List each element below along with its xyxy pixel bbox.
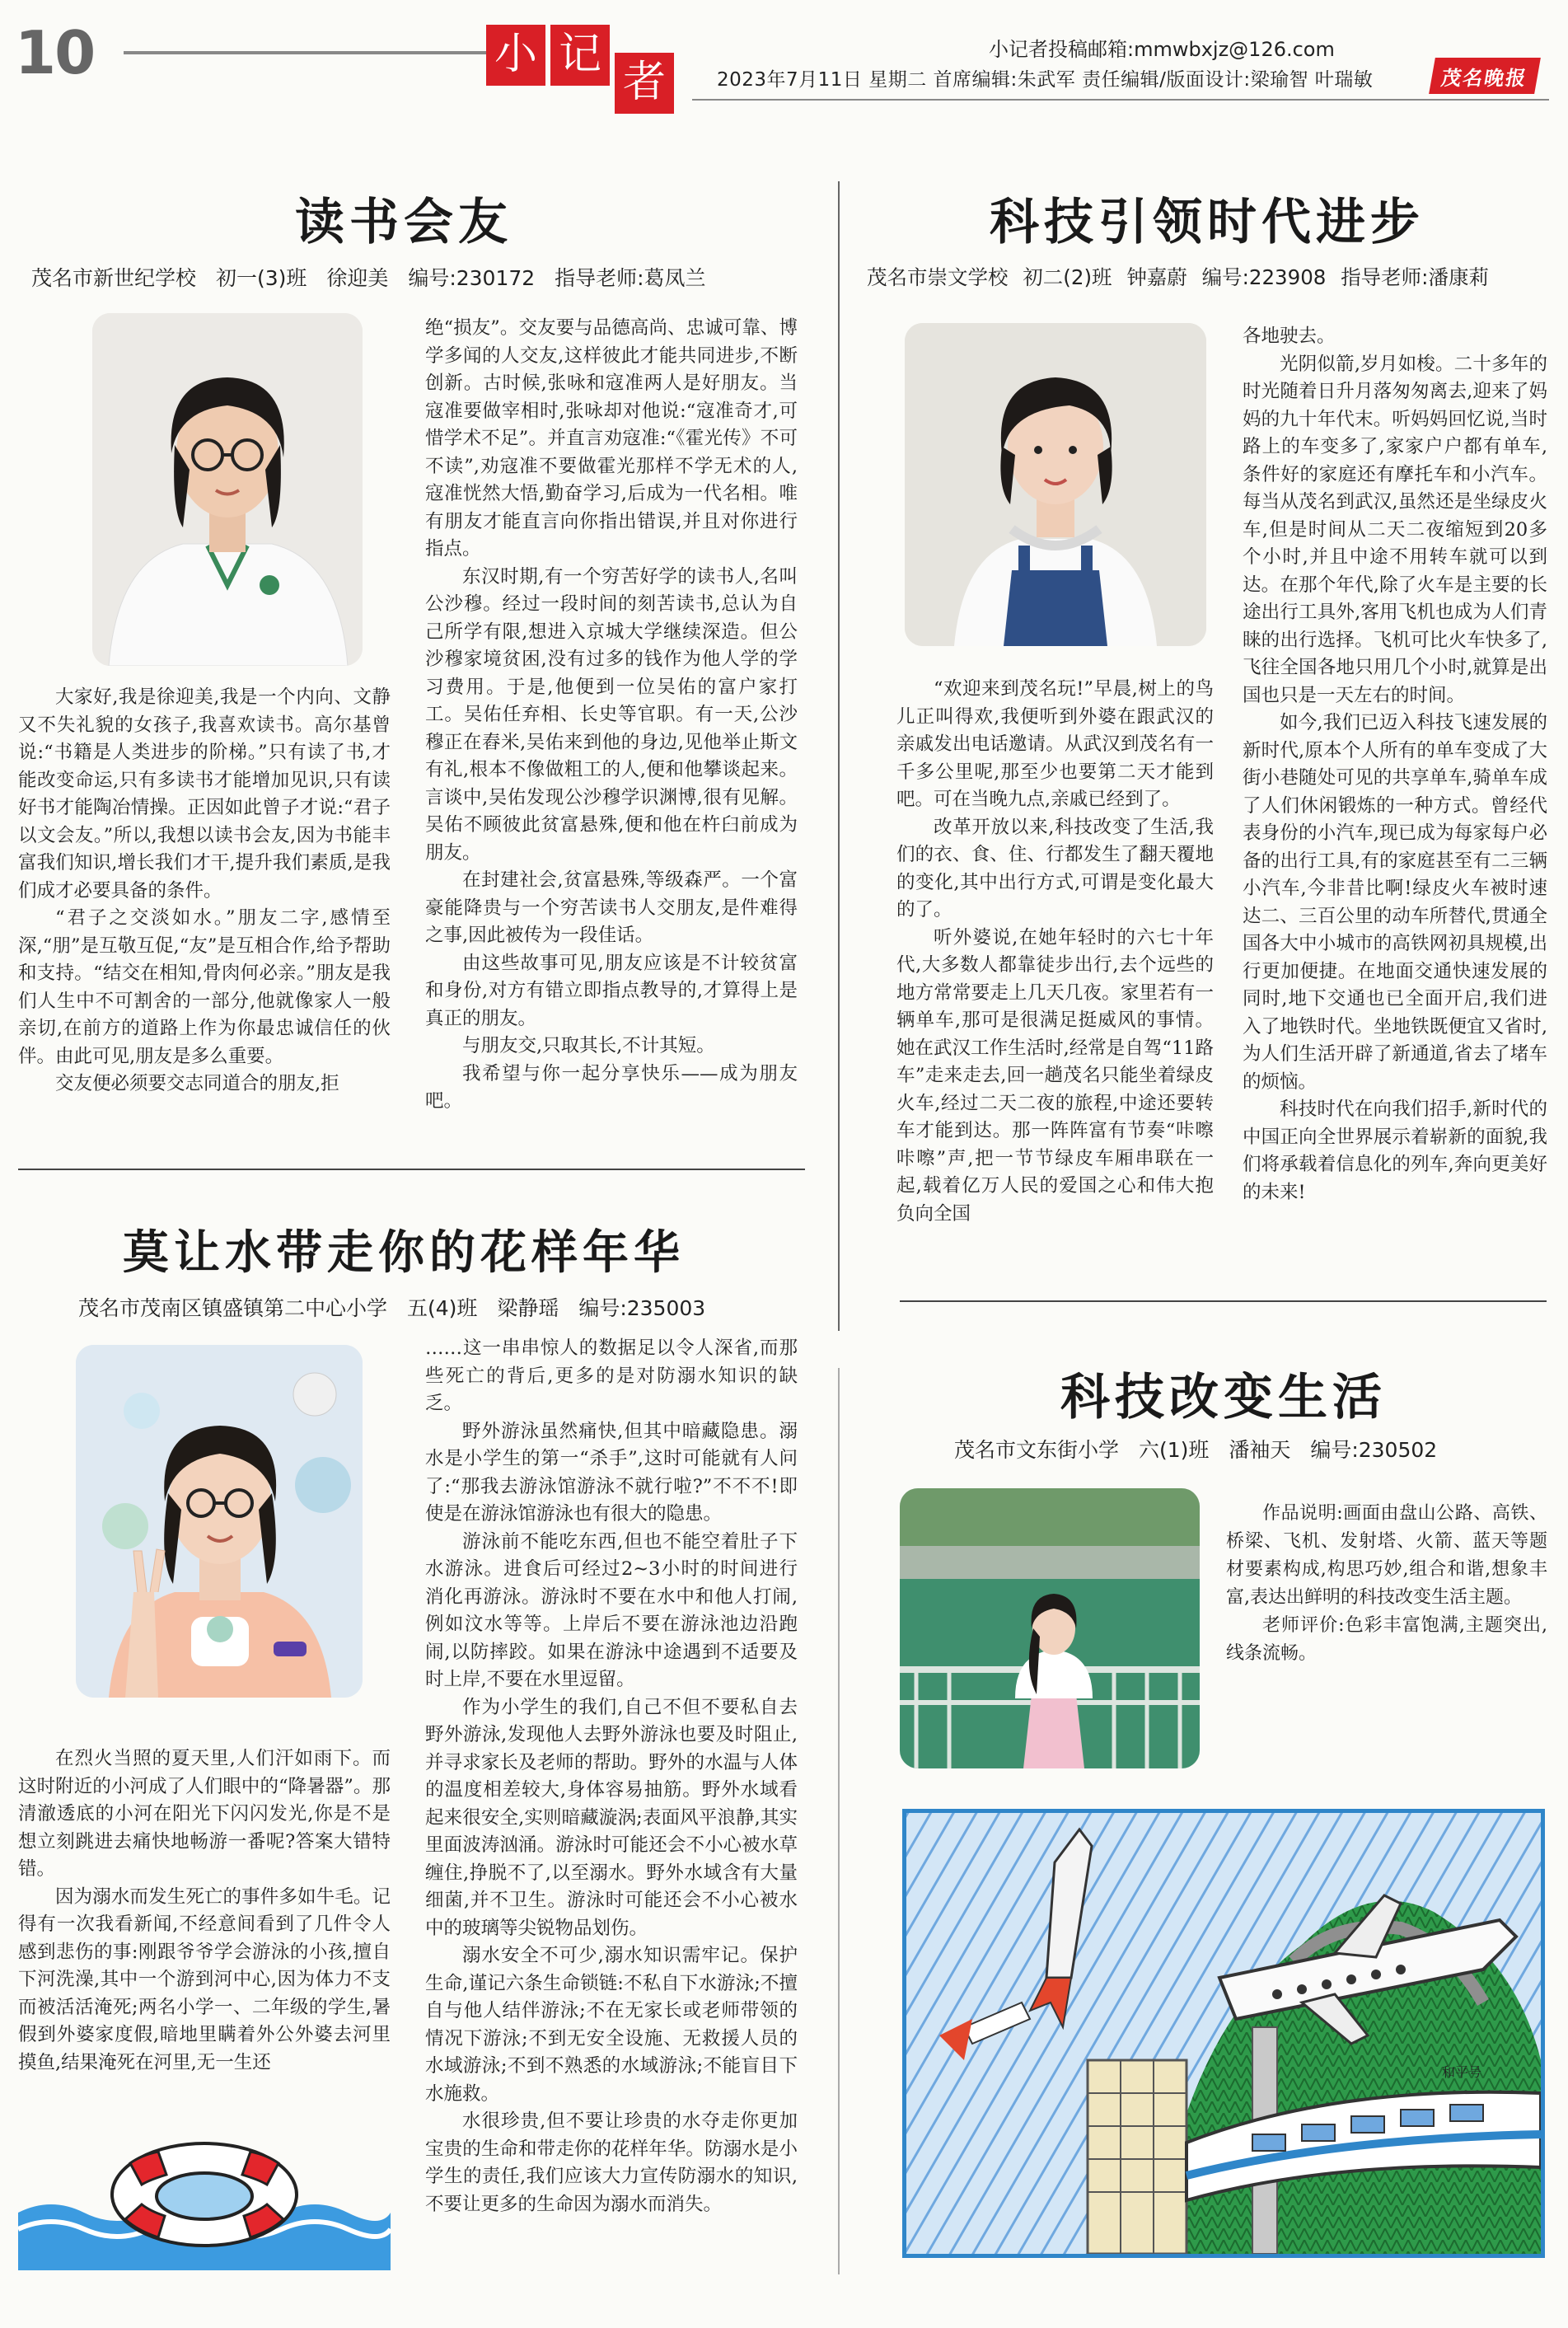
paragraph: 科技时代在向我们招手,新时代的中国正向全世界展示着崭新的面貌,我们将承载着信息化的列车,奔向更美好的未来! xyxy=(1243,1098,1547,1203)
author-name: 徐迎美 xyxy=(326,266,389,290)
header-rule-right xyxy=(692,99,1549,101)
article-body-col2 xyxy=(425,1335,798,2218)
column-name-char-2: 记 xyxy=(550,25,610,86)
paragraph: 野外游泳虽然痛快,但其中暗藏隐患。溺水是小学生的第一“杀手”,这时可能就有人问了:“那我去游泳馆游泳不就行啦?”不不不!即使是在游泳馆游泳也有很大的隐患。 xyxy=(425,1420,798,1525)
paragraph: ……这一串串惊人的数据足以令人深省,而那些死亡的背后,更多的是对防溺水知识的缺乏。 xyxy=(425,1337,798,1414)
newspaper-logo: 茂名晚报 xyxy=(1429,58,1541,94)
paragraph: 交友便必须要交志同道合的朋友,拒 xyxy=(55,1073,339,1094)
paragraph: 与朋友交,只取其长,不计其短。 xyxy=(462,1035,715,1056)
paragraph: 由这些故事可见,朋友应该是不计较贫富和身份,对方有错立即指点教导的,才算得上是真正的朋友。 xyxy=(425,952,798,1029)
article-byline xyxy=(954,1434,1450,1464)
class-name: 六(1)班 xyxy=(1138,1438,1210,1462)
school-name: 茂名市新世纪学校 xyxy=(31,266,197,290)
article-title: 读书会友 xyxy=(295,194,513,251)
life-buoy-illustration xyxy=(18,2122,391,2270)
teacher-comment: 老师评价:色彩丰富饱满,主题突出,线条流畅。 xyxy=(1226,1615,1547,1664)
section-divider xyxy=(18,1169,805,1170)
paragraph: “君子之交淡如水。”朋友二字,感情至深,“朋”是互敬互促,“友”是互相合作,给予帮助和支持。“结交在相知,骨肉何必亲。”朋友是我们人生中不可割舍的一部分,他就像家人一般亲切,在前方的道路上作为你最忠诚信任的伙伴。由此可见,朋友是多么重要。 xyxy=(18,907,391,1067)
article-byline xyxy=(78,1292,718,1322)
author-photo xyxy=(92,313,363,666)
article-number: 编号:230172 xyxy=(408,266,536,290)
paragraph: 如今,我们已迈入科技飞速发展的新时代,原本个人所有的单车变成了大街小巷随处可见的共享单车,骑单车成了人们休闲锻炼的一种方式。曾经代表身份的小汽车,现已成为每家每户必备的出行工具,有的家庭甚至有二三辆小汽车,今非昔比啊!绿皮火车被时速达二、三百公里的动车所替代,贯通全国各大中小城市的高铁网初具规模,出行更加便捷。在地面交通快速发展的同时,地下交通也已全面开启,我们进入了地铁时代。坐地铁既便宜又省时,为人们生活开辟了新通道,省去了堵车的烦恼。 xyxy=(1243,712,1547,1093)
column-name-char-1: 小 xyxy=(486,25,545,86)
page-number: 10 xyxy=(15,18,95,87)
article-title: 科技改变生活 xyxy=(1060,1369,1387,1426)
header-rule-left xyxy=(124,51,486,54)
artwork-caption xyxy=(1226,1500,1547,1668)
drawing-label: 和平号 xyxy=(1442,2064,1482,2080)
article-number: 编号:223908 xyxy=(1201,265,1327,289)
portrait-girl-by-lake xyxy=(900,1488,1200,1768)
article-title: 科技引领时代进步 xyxy=(990,194,1425,251)
author-photo xyxy=(905,323,1206,646)
article-body-col1 xyxy=(18,1745,391,2077)
school-name: 茂名市文东街小学 xyxy=(954,1438,1120,1462)
paragraph: 在烈火当照的夏天里,人们汗如雨下。而这时附近的小河成了人们眼中的“降暑器”。那清澈透底的小河在阳光下闪闪发光,你是不是想立刻跳进去痛快地畅游一番呢?答案大错特错。 xyxy=(18,1748,391,1880)
class-name: 初一(3)班 xyxy=(215,266,307,290)
school-name: 茂名市崇文学校 xyxy=(867,265,1009,289)
class-name: 五(4)班 xyxy=(406,1296,478,1320)
article-byline xyxy=(31,262,719,292)
portrait-girl-peace-sign xyxy=(76,1345,363,1698)
column-name-char-3: 者 xyxy=(615,53,674,114)
author-photo xyxy=(76,1345,363,1698)
portrait-girl-glasses xyxy=(92,313,363,666)
paragraph: 作为小学生的我们,自己不但不要私自去野外游泳,发现他人去野外游泳也要及时阻止,并寻求家长及老师的帮助。野外的水温与人体的温度相差较大,身体容易抽筋。野外水域看起来很安全,实则暗藏漩涡;表面风平浪静,其实里面波涛汹涌。游泳时可能还会不小心被水草缠住,挣脱不了,以至溺水。野外水域含有大量细菌,并不卫生。游泳时可能还会不小心被水中的玻璃等尖锐物品划伤。 xyxy=(425,1696,798,1939)
author-name: 钟嘉蔚 xyxy=(1126,265,1187,289)
article-body-col1 xyxy=(18,684,391,1098)
column-divider-top xyxy=(838,181,840,1331)
author-name: 梁静瑶 xyxy=(497,1296,559,1320)
article-number: 编号:230502 xyxy=(1310,1438,1438,1462)
paragraph: 听外婆说,在她年轻时的六七十年代,大多数人都靠徒步出行,去个远些的地方常常要走上几天几夜。家里若有一辆单车,那可是很满足挺威风的事情。她在武汉工作生活时,经常是自驾“11路车”走来走去,回一趟茂名只能坐着绿皮火车,经过二天二夜的旅程,中途还要转车才能到达。那一阵阵富有节奏“咔嚓咔嚓”声,把一节节绿皮车厢串联在一起,载着亿万人民的爱国之心和伟大抱负向全国 xyxy=(896,926,1214,1225)
life-buoy-icon xyxy=(18,2122,391,2270)
article-byline xyxy=(867,262,1489,291)
article-body-col2 xyxy=(1243,323,1547,1206)
article-body-col2 xyxy=(425,315,798,1116)
column-divider-bottom xyxy=(838,1368,840,2274)
dateline: 2023年7月11日 星期二 首席编辑:朱武军 责任编辑/版面设计:梁瑜智 叶瑞敏 xyxy=(717,69,1374,91)
paragraph: 水很珍贵,但不要让珍贵的水夺走你更加宝贵的生命和带走你的花样年华。防溺水是小学生的责任,我们应该大力宣传防溺水的知识,不要让更多的生命因为溺水而消失。 xyxy=(425,2110,798,2215)
artwork-description: 作品说明:画面由盘山公路、高铁、桥梁、飞机、发射塔、火箭、蓝天等题材要素构成,构思巧妙,组合和谐,想象丰富,表达出鲜明的科技改变生活主题。 xyxy=(1226,1503,1547,1608)
paragraph: 改革开放以来,科技改变了生活,我们的衣、食、住、行都发生了翻天覆地的变化,其中出行方式,可谓是变化最大的了。 xyxy=(896,816,1214,920)
portrait-girl-overalls xyxy=(905,323,1206,646)
paragraph: 我希望与你一起分享快乐——成为朋友吧。 xyxy=(425,1062,798,1112)
author-photo xyxy=(900,1488,1200,1768)
school-name: 茂名市茂南区镇盛镇第二中心小学 xyxy=(78,1296,388,1320)
paragraph: 绝“损友”。交友要与品德高尚、忠诚可靠、博学多闻的人交友,这样彼此才能共同进步,不断创新。古时候,张咏和寇准两人是好朋友。当寇准要做宰相时,张咏却对他说:“寇准奇才,可惜学术不足”。并直言劝寇准:“《霍光传》不可不读”,劝寇准不要做霍光那样不学无术的人,寇准恍然大悟,勤奋学习,后成为一代名相。唯有朋友才能直言向你指出错误,并且对你进行指点。 xyxy=(425,317,798,560)
article-number: 编号:235003 xyxy=(578,1296,706,1320)
article-title: 莫让水带走你的花样年华 xyxy=(123,1226,685,1280)
submission-email: 小记者投稿邮箱:mmwbxjz@126.com xyxy=(989,38,1335,61)
teacher-name: 指导老师:葛凤兰 xyxy=(555,266,706,290)
paragraph: 光阴似箭,岁月如梭。二十多年的时光随着日升月落匆匆离去,迎来了妈妈的九十年代末。听妈妈回忆说,当时路上的车变多了,家家户户都有单车,条件好的家庭还有摩托车和小汽车。每当从茂名到武汉,虽然还是坐绿皮火车,但是时间从二天二夜缩短到20多个小时,并且中途不用转车就可以到达。在那个年代,除了火车是主要的长途出行工具外,客用飞机也成为人们青睐的出行选择。飞机可比火车快多了,飞往全国各地只用几个小时,就算是出国也只是一天左右的时间。 xyxy=(1243,353,1547,706)
student-artwork xyxy=(902,1809,1545,2258)
class-name: 初二(2)班 xyxy=(1023,265,1112,289)
column-name xyxy=(486,25,679,107)
paragraph: 游泳前不能吃东西,但也不能空着肚子下水游泳。进食后可经过2~3小时的时间进行消化再游泳。游泳时不要在水中和他人打闹,例如汶水等等。上岸后不要在游泳池边沿跑闹,以防摔跤。如果在游泳中途遇到不适要及时上岸,不要在水里逗留。 xyxy=(425,1530,798,1690)
section-divider xyxy=(900,1300,1547,1302)
author-name: 潘袖天 xyxy=(1229,1438,1291,1462)
paragraph: 溺水安全不可少,溺水知识需牢记。保护生命,谨记六条生命锁链:不私自下水游泳;不擅自与他人结伴游泳;不在无家长或老师带领的情况下游泳;不到无安全设施、无救援人员的水域游泳;不到不熟悉的水域游泳;不能盲目下水施救。 xyxy=(425,1945,798,2105)
paragraph: 大家好,我是徐迎美,我是一个内向、文静又不失礼貌的女孩子,我喜欢读书。高尔基曾说:“书籍是人类进步的阶梯。”只有读了书,才能改变命运,只有多读书才能增加见识,只有读好书才能陶冶情操。正因如此曾子才说:“君子以文会友。”所以,我想以读书会友,因为书能丰富我们知识,增长我们才干,提升我们素质,是我们成才必要具备的条件。 xyxy=(18,686,391,902)
paragraph: 东汉时期,有一个穷苦好学的读书人,名叫公沙穆。经过一段时间的刻苦读书,总认为自己所学有限,想进入京城大学继续深造。但公沙穆家境贫困,没有过多的钱作为他人学的学习费用。于是,他便到一位吴佑的富户家打工。吴佑任弃相、长史等官职。有一天,公沙穆正在舂米,吴佑来到他的身边,见他举止斯文有礼,根本不像做粗工的人,便和他攀谈起来。言谈中,吴佑发现公沙穆学识渊博,很有见解。吴佑不顾彼此贫富悬殊,便和他在杵臼前成为朋友。 xyxy=(425,565,798,864)
teacher-name: 指导老师:潘康莉 xyxy=(1341,265,1489,289)
paragraph: “欢迎来到茂名玩!”早晨,树上的鸟儿正叫得欢,我便听到外婆在跟武汉的亲戚发出电话邀请。从武汉到茂名有一千多公里呢,那至少也要第二天才能到吧。可在当晚九点,亲戚已经到了。 xyxy=(896,678,1214,810)
paragraph: 在封建社会,贫富悬殊,等级森严。一个富豪能降贵与一个穷苦读书人交朋友,是件难得之事,因此被传为一段佳话。 xyxy=(425,869,798,946)
tech-life-drawing xyxy=(906,1813,1541,2254)
paragraph: 因为溺水而发生死亡的事件多如牛毛。记得有一次我看新闻,不经意间看到了几件令人感到悲伤的事:刚跟爷爷学会游泳的小孩,擅自下河洗澡,其中一个游到河中心,因为体力不支而被活活淹死;两名小学一、二年级的学生,暑假到外婆家度假,暗地里瞒着外公外婆去河里摸鱼,结果淹死在河里,无一生还 xyxy=(18,1885,391,2073)
article-body-col1 xyxy=(896,676,1214,1228)
paragraph: 各地驶去。 xyxy=(1243,326,1336,347)
